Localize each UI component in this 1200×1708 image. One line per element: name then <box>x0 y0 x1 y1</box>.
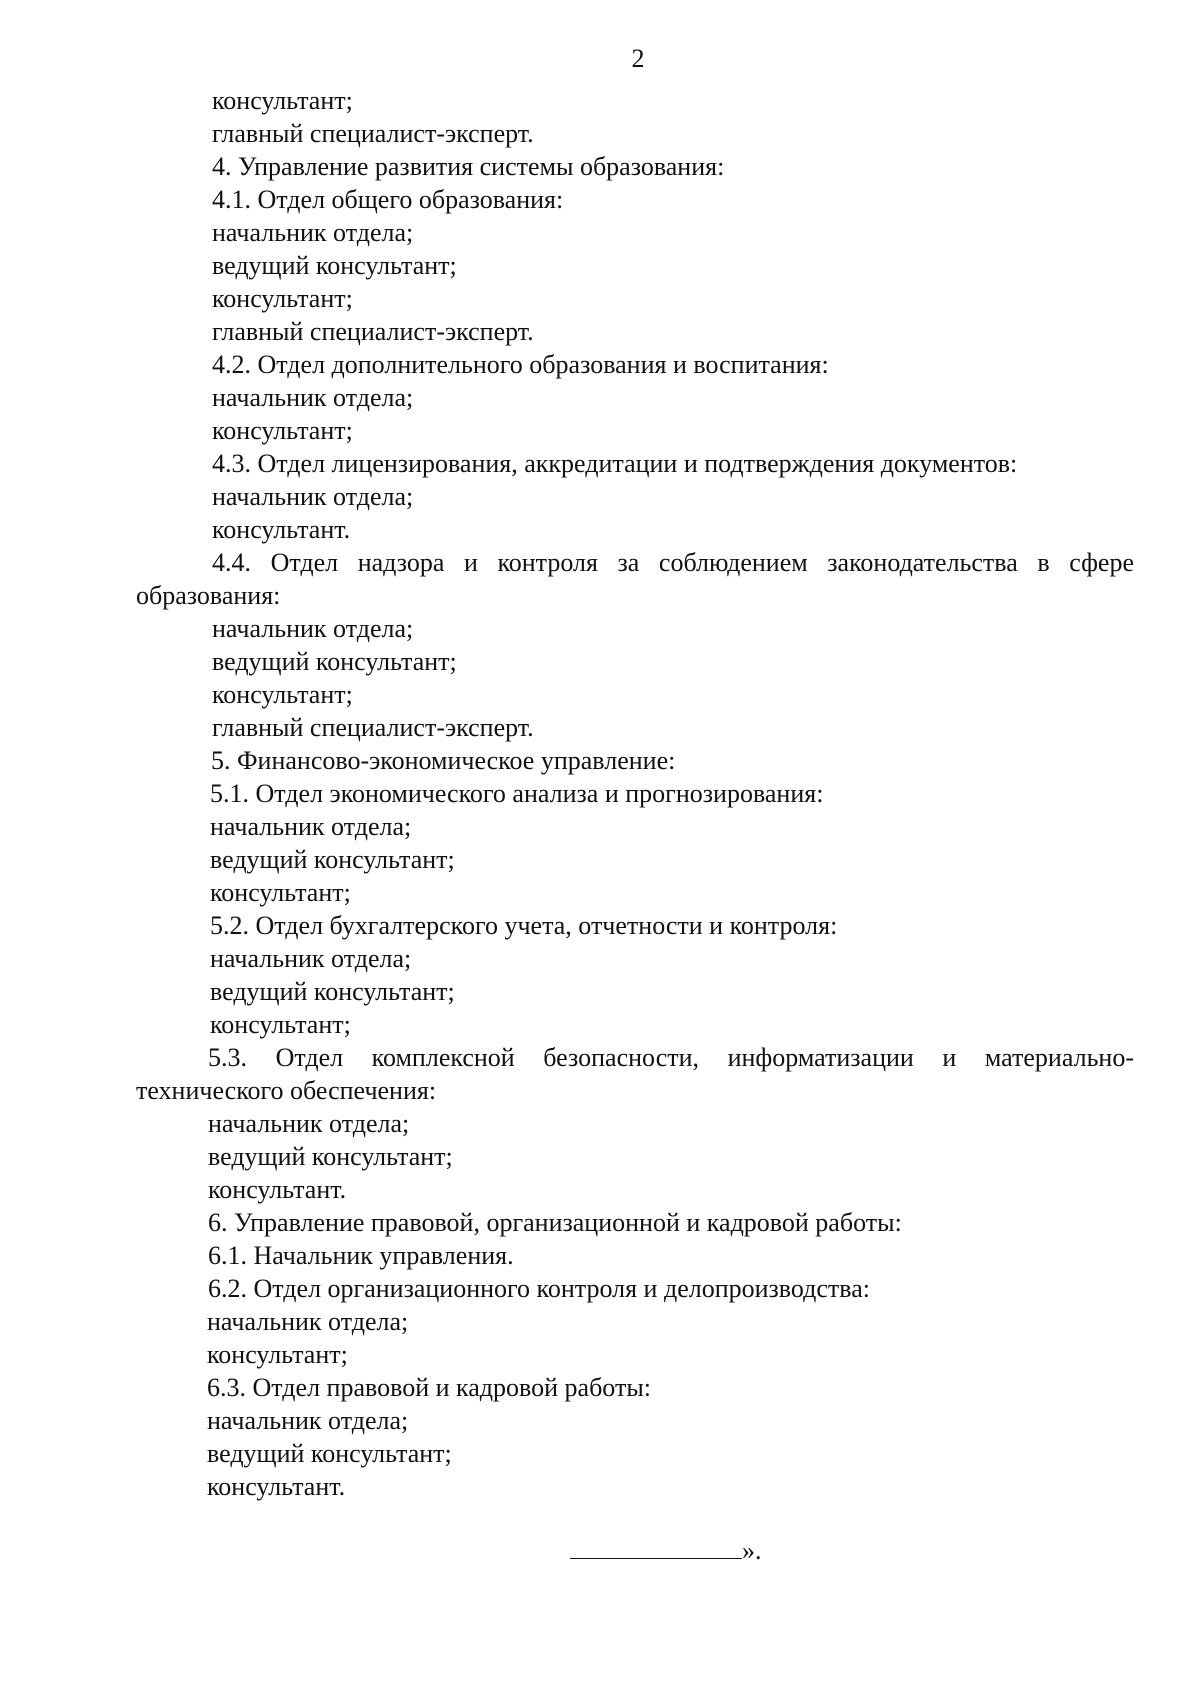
text-line: ведущий консультант; <box>212 251 457 280</box>
text-line: начальник отдела; <box>212 218 414 247</box>
text-line: ведущий консультант; <box>210 977 455 1006</box>
text-line: ведущий консультант; <box>212 647 457 676</box>
subsection-heading: 4.3. Отдел лицензирования, аккредитации и подтверждения документов: <box>212 449 1018 478</box>
text-line: ведущий консультант; <box>208 1142 453 1171</box>
section-heading: 4. Управление развития системы образования: <box>212 152 725 181</box>
subsection-heading-continuation: образования: <box>136 581 281 610</box>
text-line: консультант; <box>212 284 353 313</box>
closing-quote: ». <box>742 1536 762 1565</box>
text-line: ведущий консультант; <box>210 845 455 874</box>
text-line: консультант. <box>208 1175 347 1204</box>
text-line: консультант; <box>210 1010 351 1039</box>
subsection-heading: 6.1. Начальник управления. <box>208 1241 514 1270</box>
closing-rule <box>570 1536 742 1559</box>
subsection-heading: 5.1. Отдел экономического анализа и прогнозирования: <box>210 779 824 808</box>
subsection-heading-continuation: технического обеспечения: <box>136 1076 437 1105</box>
text-line: начальник отдела; <box>210 944 412 973</box>
page-number: 2 <box>631 44 645 73</box>
text-line: консультант; <box>210 878 351 907</box>
text-line: главный специалист-эксперт. <box>212 119 534 148</box>
closing-mark <box>570 1534 762 1567</box>
subsection-heading: 4.1. Отдел общего образования: <box>212 185 564 214</box>
text-line: начальник отдела; <box>212 482 414 511</box>
subsection-heading: 5.2. Отдел бухгалтерского учета, отчетности и контроля: <box>210 911 838 940</box>
text-line: консультант; <box>212 416 353 445</box>
section-heading: 5. Финансово-экономическое управление: <box>211 746 676 775</box>
text-line: начальник отдела; <box>208 1109 410 1138</box>
subsection-heading: 4.2. Отдел дополнительного образования и воспитания: <box>212 350 829 379</box>
text-line: консультант. <box>207 1472 346 1501</box>
text-line: консультант. <box>212 515 351 544</box>
text-line: начальник отдела; <box>212 614 414 643</box>
text-line: консультант; <box>212 86 353 115</box>
text-line: главный специалист-эксперт. <box>212 713 534 742</box>
text-line: начальник отдела; <box>210 812 412 841</box>
section-heading: 6. Управление правовой, организационной и кадровой работы: <box>208 1208 902 1237</box>
subsection-heading: 6.2. Отдел организационного контроля и делопроизводства: <box>208 1274 870 1303</box>
text-line: начальник отдела; <box>207 1406 409 1435</box>
subsection-heading: 6.3. Отдел правовой и кадровой работы: <box>207 1373 652 1402</box>
text-line: консультант; <box>207 1340 348 1369</box>
text-line: начальник отдела; <box>212 383 414 412</box>
subsection-heading: 4.4. Отдел надзора и контроля за соблюдением законодательства в сфере <box>212 548 1134 577</box>
document-body <box>0 84 1200 1503</box>
text-line: главный специалист-эксперт. <box>212 317 534 346</box>
text-line: консультант; <box>212 680 353 709</box>
text-line: начальник отдела; <box>207 1307 409 1336</box>
subsection-heading: 5.3. Отдел комплексной безопасности, информатизации и материально- <box>208 1043 1134 1072</box>
text-line: ведущий консультант; <box>207 1439 452 1468</box>
